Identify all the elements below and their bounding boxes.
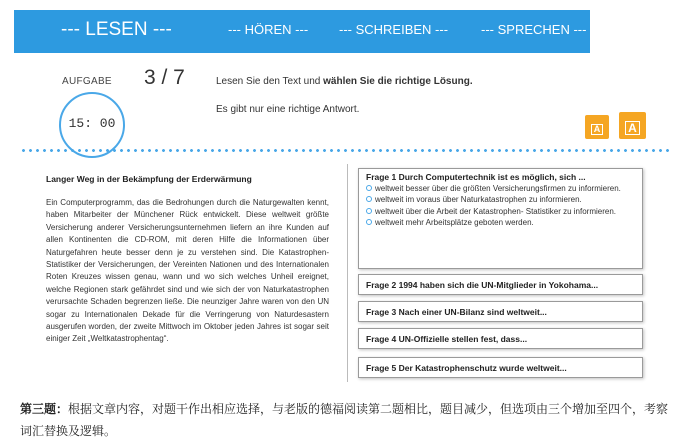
radio-icon[interactable]: [366, 196, 372, 202]
tab-hoeren[interactable]: --- HÖREN ---: [228, 22, 309, 37]
option-text: weltweit über die Arbeit der Katastrophen- Statistiker zu informieren.: [375, 206, 617, 216]
tab-schreiben[interactable]: --- SCHREIBEN ---: [339, 22, 449, 37]
radio-icon[interactable]: [366, 219, 372, 225]
font-small-icon: A: [591, 124, 604, 135]
task-counter: 3 / 7: [144, 66, 185, 89]
caption-text: [20, 398, 670, 442]
answer-option-d[interactable]: [366, 217, 635, 228]
article-title: Langer Weg in der Bekämpfung der Erderwärmung: [46, 174, 252, 184]
task-label: AUFGABE: [62, 76, 112, 87]
task-instruction: [216, 76, 473, 87]
dotted-divider: [20, 149, 670, 152]
instruction-note: Es gibt nur eine richtige Antwort.: [216, 104, 360, 115]
option-text: weltweit im voraus über Naturkatastrophen zu informieren.: [375, 195, 582, 205]
column-divider: [347, 164, 348, 382]
question-4-card[interactable]: Frage 4 UN-Offizielle stellen fest, dass...: [358, 328, 643, 349]
decrease-font-button[interactable]: [585, 115, 609, 139]
caption-label: 第三题：: [20, 402, 69, 416]
question-3-card[interactable]: Frage 3 Nach einer UN-Bilanz sind weltweit...: [358, 301, 643, 322]
caption-body: 根据文章内容，对题干作出相应选择，与老版的德福阅读第二题相比，题目减少，但选项由三个增加至四个，考察词汇替换及逻辑。: [20, 402, 669, 438]
question-2-card[interactable]: Frage 2 1994 haben sich die UN-Mitglieder in Yokohama...: [358, 274, 643, 295]
font-large-icon: A: [625, 121, 640, 135]
section-nav-bar: [14, 10, 590, 53]
answer-option-a[interactable]: [366, 183, 635, 194]
option-text: weltweit besser über die größten Versicherungsfirmen zu informieren.: [375, 184, 621, 193]
instruction-emphasis: wählen Sie die richtige Lösung.: [323, 76, 473, 87]
article-body: Ein Computerprogramm, das die Bedrohungen durch die Naturgewalten kennt, haben Mitarbeiter der Münchener Rück entwickelt. Diese weltweit größte Versicherung anderer Versicherungsunternehmen liefern an ihre Kunden auf allen Kontinenten die CD-ROM, mit deren Hilfe die Informationen über Naturgefahren heute besser denn je zu verstehen sind. Die Katastrophen-Statistiker der Versicherungen, der Vereinten Nationen und des Internationalen Roten Kreuzes wissen genau, wann und wo sich welches Unheil ereignet, welche Regionen stark gefährdet sind und wie sich der von Naturkatastrophen verursachte Schaden begrenzen ließe. Die neunziger Jahre waren von den UN sogar zu Internationalen Dekade für die Verringerung von Naturdesastern ausgerufen worden, der zweite Mittwoch im Oktober jeden Jahres ist sogar seit einiger Zeit „Weltkatastrophentag“.: [46, 198, 329, 344]
answer-option-c[interactable]: [366, 206, 635, 217]
tab-sprechen[interactable]: --- SPRECHEN ---: [481, 22, 587, 37]
radio-icon[interactable]: [366, 185, 372, 191]
tab-lesen[interactable]: --- LESEN ---: [61, 19, 172, 40]
question-5-card[interactable]: Frage 5 Der Katastrophenschutz wurde weltweit...: [358, 357, 643, 378]
radio-icon[interactable]: [366, 208, 372, 214]
instruction-text: Lesen Sie den Text und: [216, 76, 324, 87]
answer-option-b[interactable]: [366, 194, 635, 205]
question-1-card: [358, 168, 643, 269]
reading-text: [46, 174, 329, 346]
timer-value: 15: 00: [68, 116, 116, 131]
question-1-title[interactable]: Frage 1 Durch Computertechnik ist es möglich, sich ...: [366, 172, 586, 182]
option-text: weltweit mehr Arbeitsplätze geboten werden.: [375, 218, 534, 228]
increase-font-button[interactable]: [619, 112, 646, 139]
